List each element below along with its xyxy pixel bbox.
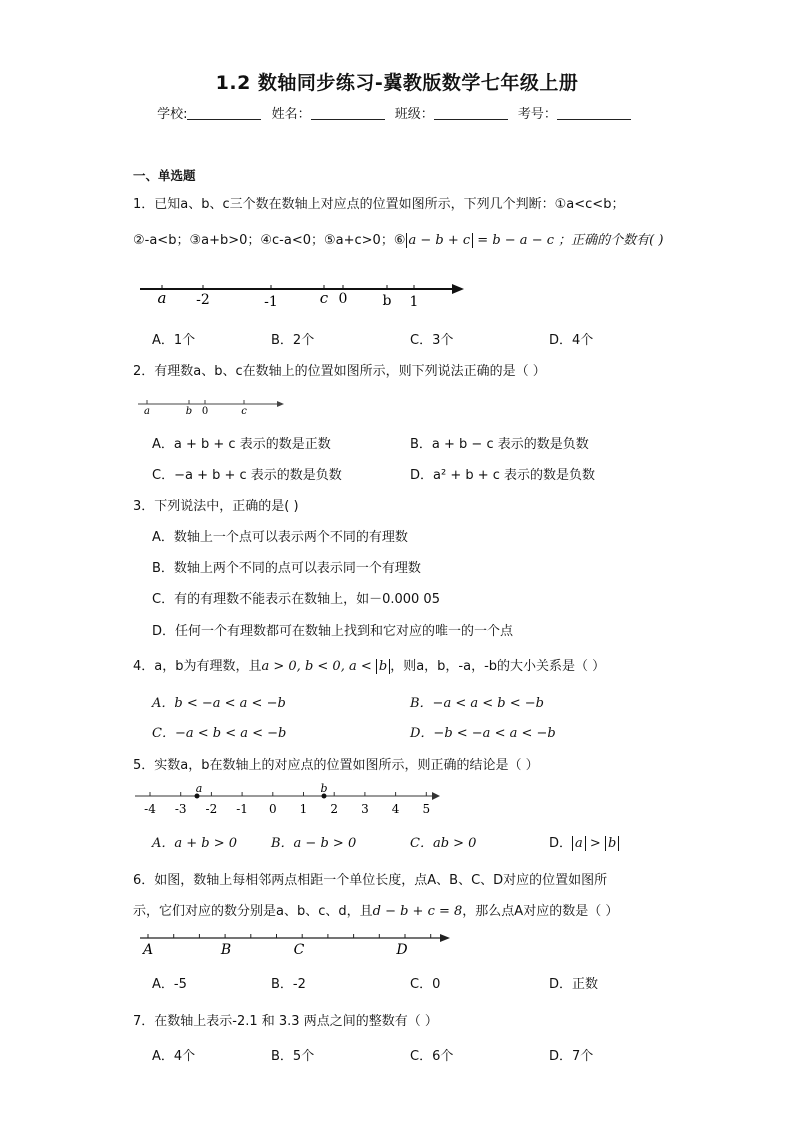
q6-line2-start: 示，它们对应的数分别是a、b、c、d，且	[133, 904, 373, 919]
q6-line2	[133, 900, 618, 919]
exam-no-label: 考号：	[517, 107, 557, 122]
q6-option-b[interactable]: B．-2	[271, 977, 306, 992]
q5-number-line	[133, 780, 445, 818]
q1-option-d[interactable]: D．4个	[549, 333, 594, 348]
q2-axis-label-0: 0	[201, 406, 209, 417]
q4-stem-end: ，则a，b，-a，-b的大小关系是（ ）	[390, 659, 606, 674]
class-blank[interactable]	[434, 107, 508, 120]
q7-option-a[interactable]: A．4个	[152, 1049, 196, 1064]
exam-no-blank[interactable]	[557, 107, 631, 120]
q6-axis-label-c: C	[293, 942, 305, 958]
q2-option-a[interactable]: A．a + b + c 表示的数是正数	[152, 437, 331, 452]
q5-stem: 5．实数a，b在数轴上的对应点的位置如图所示，则正确的结论是（ ）	[133, 758, 539, 773]
q1-option-c[interactable]: C．3个	[410, 333, 454, 348]
q5-option-d[interactable]	[549, 832, 619, 851]
q5-tick-label: 5	[422, 802, 431, 816]
q5-tick-label: -4	[144, 802, 156, 816]
q1-axis-label-b: b	[382, 293, 392, 309]
q1-number-line	[138, 276, 468, 312]
q1-line2-start: ②-a<b；③a+b>0；④c-a<0；⑤a+c>0；⑥	[133, 233, 406, 248]
q7-option-c[interactable]: C．6个	[410, 1049, 454, 1064]
class-label: 班级：	[394, 107, 434, 122]
q1-option-b[interactable]: B．2个	[271, 333, 315, 348]
q5-tick-label: -1	[236, 802, 248, 816]
q4-option-d[interactable]: D．−b < −a < a < −b	[410, 726, 556, 741]
q6-option-a[interactable]: A．-5	[152, 977, 187, 992]
q1-axis-label-neg2: -2	[196, 292, 210, 308]
q4-abs-b: b	[376, 659, 390, 674]
q6-axis-label-d: D	[396, 942, 408, 958]
q4-option-c[interactable]: C．−a < b < a < −b	[152, 726, 287, 741]
q1-option-a[interactable]: A．1个	[152, 333, 196, 348]
q5-tick-label: -2	[205, 802, 218, 816]
q4-option-b[interactable]: B．−a < a < b < −b	[410, 696, 544, 711]
name-blank[interactable]	[311, 107, 385, 120]
q2-axis-label-c: c	[241, 406, 247, 417]
q3-stem: 3．下列说法中，正确的是( )	[133, 499, 299, 514]
q7-option-b[interactable]: B．5个	[271, 1049, 315, 1064]
q4-condition: a > 0, b < 0, a <	[261, 659, 376, 674]
school-blank[interactable]	[187, 107, 261, 120]
q5-option-c[interactable]: C．ab > 0	[410, 836, 477, 851]
q1-axis-label-1: 1	[409, 294, 419, 310]
q6-axis-label-b: B	[220, 942, 232, 958]
student-info-row	[0, 103, 794, 122]
q5-option-d-prefix: D．	[549, 836, 573, 851]
q4-option-a[interactable]: A．b < −a < a < −b	[152, 696, 286, 711]
q5-option-d-abs-b: b	[605, 836, 619, 851]
q4-stem	[133, 655, 605, 674]
q4-stem-start: 4．a，b为有理数，且	[133, 659, 262, 674]
q2-option-b[interactable]: B．a + b − c 表示的数是负数	[410, 437, 589, 452]
q1-line2	[133, 229, 663, 248]
q5-tick-label: 0	[268, 802, 277, 816]
page-title: 1.2 数轴同步练习-冀教版数学七年级上册	[215, 72, 579, 94]
q6-number-line	[138, 928, 456, 960]
q5-tick-label: 4	[391, 802, 400, 816]
q2-option-c[interactable]: C．−a + b + c 表示的数是负数	[152, 468, 342, 483]
q1-axis-label-0: 0	[338, 291, 348, 307]
q1-axis-label-neg1: -1	[264, 294, 278, 310]
q5-tick-label: -3	[174, 802, 187, 816]
q1-axis-label-a: a	[157, 289, 167, 307]
q6-line2-end: ，那么点A对应的数是（ ）	[462, 904, 619, 919]
q5-option-a[interactable]: A．a + b > 0	[152, 836, 238, 851]
q1-axis-label-c: c	[319, 289, 329, 307]
q5-point-label-b: b	[320, 782, 328, 795]
q3-option-a[interactable]: A．数轴上一个点可以表示两个不同的有理数	[152, 530, 408, 545]
school-label: 学校:	[157, 107, 188, 122]
q5-tick-label: 2	[330, 802, 339, 816]
q2-axis-label-b: b	[185, 406, 193, 417]
q5-option-d-abs-a: a	[572, 836, 586, 851]
name-label: 姓名：	[271, 107, 311, 122]
q2-option-d[interactable]: D．a² + b + c 表示的数是负数	[410, 468, 596, 483]
q5-tick-label: 3	[361, 802, 369, 816]
q7-option-d[interactable]: D．7个	[549, 1049, 594, 1064]
q5-point-label-a: a	[195, 782, 203, 795]
q2-number-line	[136, 394, 286, 416]
q1-line2-end: = b − a − c ；正确的个数有( )	[473, 233, 664, 248]
q1-line1: 1．已知a、b、c三个数在数轴上对应点的位置如图所示，下列几个判断：①a<c<b；	[133, 197, 625, 212]
q1-abs-expression: a − b + c	[406, 233, 474, 248]
q5-option-d-op: >	[585, 836, 605, 851]
q3-option-b[interactable]: B．数轴上两个不同的点可以表示同一个有理数	[152, 561, 421, 576]
section-heading: 一、单选题	[133, 168, 196, 183]
q2-stem: 2．有理数a、b、c在数轴上的位置如图所示，则下列说法正确的是（ ）	[133, 364, 546, 379]
q5-tick-label: 1	[299, 802, 308, 816]
q6-axis-label-a: A	[142, 942, 154, 958]
q3-option-c[interactable]: C．有的有理数不能表示在数轴上，如－0.000 05	[152, 592, 440, 607]
q6-line1: 6．如图，数轴上每相邻两点相距一个单位长度，点A、B、C、D对应的位置如图所	[133, 873, 608, 888]
q6-option-d[interactable]: D．正数	[549, 977, 599, 992]
q6-option-c[interactable]: C．0	[410, 977, 441, 992]
q2-axis-label-a: a	[144, 406, 150, 417]
q3-option-d[interactable]: D．任何一个有理数都可在数轴上找到和它对应的唯一的一个点	[152, 624, 514, 639]
q5-option-b[interactable]: B．a − b > 0	[271, 836, 357, 851]
q7-stem: 7．在数轴上表示-2.1 和 3.3 两点之间的整数有（ ）	[133, 1014, 438, 1029]
q6-equation: d − b + c = 8	[372, 904, 463, 919]
